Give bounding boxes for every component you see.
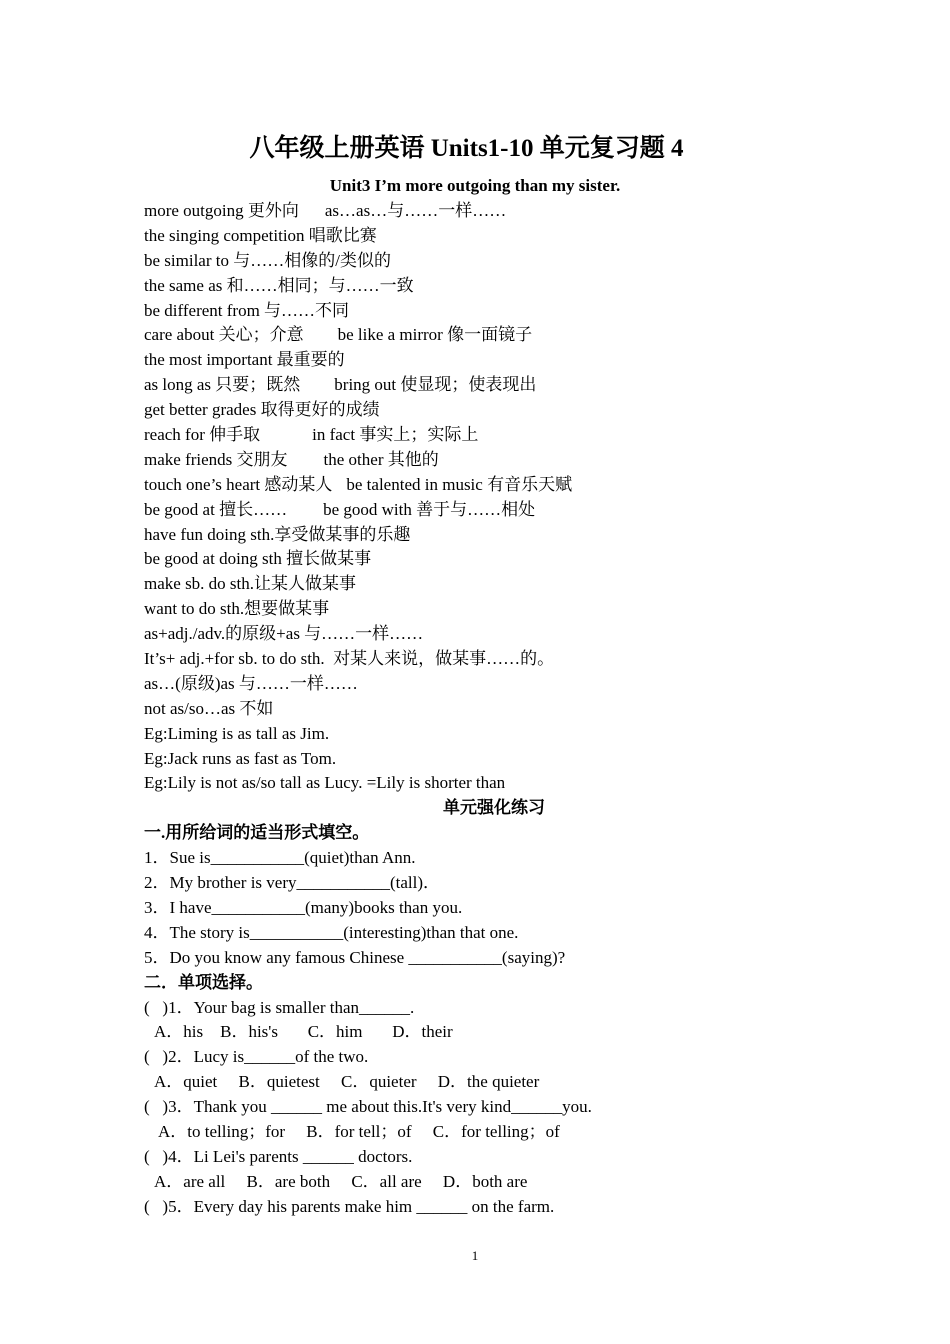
phrase: be good at 擅长…… — [144, 499, 288, 519]
phrase: in fact 事实上；实际上 — [312, 425, 479, 445]
fill-blank-item: 4．The story is___________(interesting)than that one. — [144, 922, 519, 942]
phrase-line: as+adj./adv.的原级+as 与……一样…… — [144, 624, 424, 644]
phrase-line — [144, 423, 864, 448]
document-body — [144, 199, 864, 1220]
phrase-line: the same as 和……相同；与……一致 — [144, 275, 414, 295]
fill-blank-item: 5．Do you know any famous Chinese ___________(saying)? — [144, 947, 566, 967]
phrase-line: be good at doing sth 擅长做某事 — [144, 549, 372, 569]
phrase-line — [144, 473, 864, 498]
phrase: bring out 使显现；使表现出 — [334, 375, 537, 395]
phrase: be like a mirror 像一面镜子 — [337, 325, 533, 345]
phrase-line: the most important 最重要的 — [144, 350, 345, 370]
phrase: touch one’s heart 感动某人 — [144, 474, 333, 494]
page-title: 八年级上册英语 Units1-10 单元复习题 4 — [249, 135, 684, 162]
page-number: 1 — [471, 1248, 479, 1263]
phrase-line — [144, 199, 864, 224]
example-line: Eg:Liming is as tall as Jim. — [144, 723, 330, 743]
phrase-line — [144, 323, 864, 348]
phrase-line — [144, 498, 864, 523]
mc-question: ( )1．Your bag is smaller than______. — [144, 997, 415, 1017]
phrase-line: as…(原级)as 与……一样…… — [144, 673, 358, 693]
example-line: Eg:Lily is not as/so tall as Lucy. =Lily is shorter than — [144, 773, 506, 793]
phrase: care about 关心；介意 — [144, 325, 304, 345]
mc-options: A．to telling；for B．for tell；of C．for telling；of — [158, 1121, 560, 1141]
fill-blank-item: 2．My brother is very___________(tall)． — [144, 873, 441, 893]
phrase: more outgoing 更外向 — [144, 201, 299, 220]
phrase: as long as 只要；既然 — [144, 375, 301, 395]
example-line: Eg:Jack runs as fast as Tom. — [144, 748, 337, 768]
phrase-line: It’s+ adj.+for sb. to do sth. 对某人来说，做某事……的。 — [144, 649, 555, 669]
phrase-line: be different from 与……不同 — [144, 300, 350, 320]
section2-heading: 二．单项选择。 — [144, 972, 263, 992]
phrase-line: get better grades 取得更好的成绩 — [144, 400, 380, 420]
mc-question: ( )3．Thank you ______ me about this.It's very kind______you. — [144, 1097, 592, 1117]
mc-options: A．are all B．are both C．all are D．both are — [154, 1171, 528, 1191]
phrase-line — [144, 373, 864, 398]
fill-blank-item: 1．Sue is___________(quiet)than Ann. — [144, 848, 416, 868]
practice-heading: 单元强化练习 — [443, 798, 545, 818]
mc-question: ( )5．Every day his parents make him ______ on the farm. — [144, 1196, 555, 1216]
fill-blank-item: 3．I have___________(many)books than you. — [144, 897, 463, 917]
mc-options: A．his B．his's C．him D．their — [154, 1022, 453, 1042]
section1-heading: 一.用所给词的适当形式填空。 — [144, 823, 370, 843]
phrase: be talented in music 有音乐天赋 — [346, 474, 573, 494]
phrase: make friends 交朋友 — [144, 449, 288, 469]
mc-question: ( )4．Li Lei's parents ______ doctors. — [144, 1146, 413, 1166]
phrase-line: not as/so…as 不如 — [144, 698, 274, 718]
phrase-line: be similar to 与……相像的/类似的 — [144, 250, 391, 270]
phrase: be good with 善于与……相处 — [323, 499, 536, 519]
phrase: as…as…与……一样…… — [324, 201, 507, 220]
mc-options: A．quiet B．quietest C．quieter D．the quieter — [154, 1072, 540, 1092]
phrase: reach for 伸手取 — [144, 425, 261, 445]
phrase-line: want to do sth.想要做某事 — [144, 599, 330, 619]
phrase-line: have fun doing sth.享受做某事的乐趣 — [144, 524, 411, 544]
phrase-line — [144, 448, 864, 473]
phrase-line: make sb. do sth.让某人做某事 — [144, 574, 357, 594]
phrase-line: the singing competition 唱歌比赛 — [144, 225, 377, 245]
phrase: the other 其他的 — [323, 449, 439, 469]
mc-question: ( )2．Lucy is______of the two. — [144, 1047, 369, 1067]
unit-subtitle: Unit3 I’m more outgoing than my sister. — [329, 176, 621, 195]
